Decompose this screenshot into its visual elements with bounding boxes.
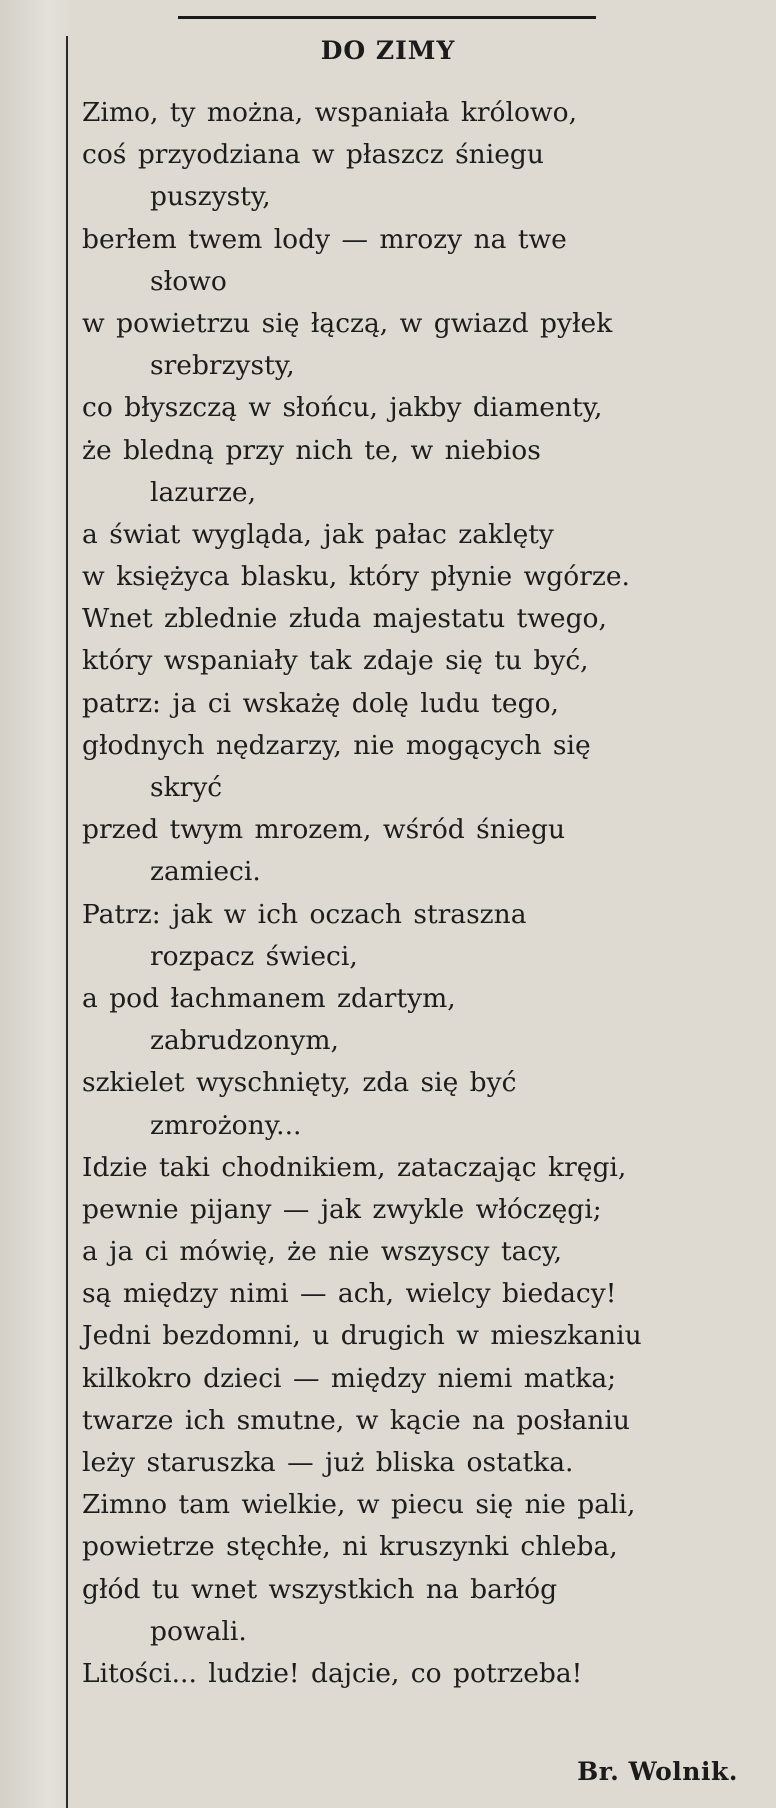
left-margin (0, 0, 72, 1808)
poem-line: Patrz: jak w ich oczach straszna (82, 898, 527, 930)
poem-line: patrz: ja ci wskażę dolę ludu tego, (82, 687, 559, 719)
poem-line: coś przyodziana w płaszcz śniegu (82, 139, 544, 171)
poem-line: który wspaniały tak zdaje się tu być, (82, 645, 589, 677)
poem-line: słowo (150, 265, 227, 297)
author-signature: Br. Wolnik. (577, 1757, 738, 1786)
poem-line: a ja ci mówię, że nie wszyscy tacy, (82, 1236, 563, 1268)
poem-line: zamieci. (150, 856, 261, 888)
poem-line: berłem twem lody — mrozy na twe (82, 223, 567, 255)
poem-line: szkielet wyschnięty, zda się być (82, 1067, 517, 1099)
poem-line: powali. (150, 1615, 247, 1647)
poem-line: lazurze, (150, 476, 257, 508)
poem-line: głód tu wnet wszystkich na barłóg (82, 1573, 558, 1605)
poem-line: zmrożony... (150, 1109, 302, 1141)
poem-line: a świat wygląda, jak pałac zaklęty (82, 518, 554, 550)
column-rule (66, 36, 68, 1808)
poem-line: Wnet zblednie złuda majestatu twego, (82, 603, 607, 635)
poem-line: że bledną przy nich te, w niebios (82, 434, 541, 466)
poem-line: powietrze stęchłe, ni kruszynki chleba, (82, 1531, 618, 1563)
poem-body (82, 92, 762, 1695)
poem-line: pewnie pijany — jak zwykle włóczęgi; (82, 1193, 602, 1225)
poem-line: Jedni bezdomni, u drugich w mieszkaniu (82, 1320, 642, 1352)
poem-line: przed twym mrozem, wśród śniegu (82, 814, 566, 846)
poem-line: Zimo, ty można, wspaniała królowo, (82, 97, 577, 128)
poem-line: puszysty, (150, 181, 271, 213)
poem-title: DO ZIMY (320, 36, 456, 65)
poem-line: co błyszczą w słońcu, jakby diamenty, (82, 392, 603, 424)
poem-line: twarze ich smutne, w kącie na posłaniu (82, 1404, 630, 1436)
poem-line: Litości... ludzie! dajcie, co potrzeba! (82, 1657, 583, 1689)
poem-line: kilkokro dzieci — między niemi matka; (82, 1362, 617, 1394)
poem-line: Zimno tam wielkie, w piecu się nie pali, (82, 1489, 636, 1521)
poem-line: głodnych nędzarzy, nie mogących się (82, 729, 591, 761)
poem-line: w księżyca blasku, który płynie wgórze. (82, 561, 630, 593)
poem-line: srebrzysty, (150, 350, 295, 382)
header-rule (178, 16, 596, 19)
poem-line: w powietrzu się łączą, w gwiazd pyłek (82, 307, 613, 339)
poem-line: Idzie taki chodnikiem, zataczając kręgi, (82, 1151, 627, 1183)
poem-line: rozpacz świeci, (150, 940, 358, 972)
poem-line: zabrudzonym, (150, 1025, 339, 1057)
poem-line: a pod łachmanem zdartym, (82, 982, 456, 1014)
poem-line: leży staruszka — już bliska ostatka. (82, 1447, 574, 1478)
poem-line: skryć (150, 772, 223, 803)
poem-line: są między nimi — ach, wielcy biedacy! (82, 1278, 617, 1310)
